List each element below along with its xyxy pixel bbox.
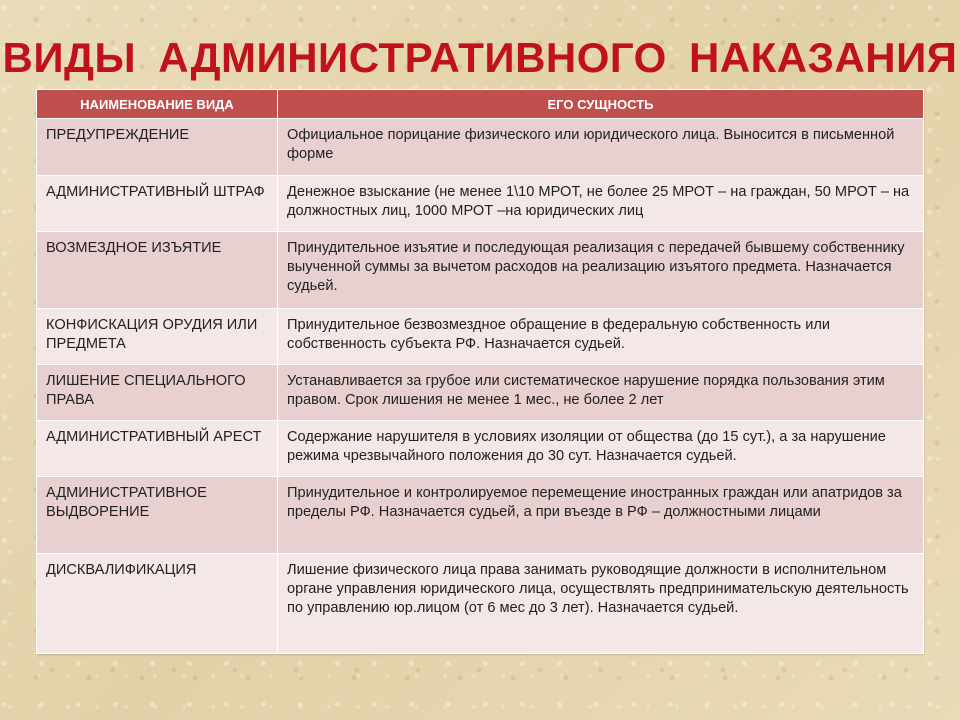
penalty-name: ВОЗМЕЗДНОЕ ИЗЪЯТИЕ — [37, 232, 278, 309]
table-row — [37, 421, 924, 477]
penalty-name: ДИСКВАЛИФИКАЦИЯ — [37, 554, 278, 654]
penalty-name: АДМИНИСТРАТИВНОЕ ВЫДВОРЕНИЕ — [37, 477, 278, 554]
penalty-essence: Устанавливается за грубое или систематическое нарушение порядка пользования этим правом. Срок лишения не менее 1 мес., не более 2 лет — [278, 365, 924, 421]
header-essence: ЕГО СУЩНОСТЬ — [278, 90, 924, 119]
penalty-essence: Официальное порицание физического или юридического лица. Выносится в письменной форме — [278, 119, 924, 176]
penalty-essence: Денежное взыскание (не менее 1\10 МРОТ, не более 25 МРОТ – на граждан, 50 МРОТ – на должностных лиц, 1000 МРОТ –на юридических лиц — [278, 176, 924, 232]
penalty-name: АДМИНИСТРАТИВНЫЙ ШТРАФ — [37, 176, 278, 232]
table-row — [37, 554, 924, 654]
header-name: НАИМЕНОВАНИЕ ВИДА — [37, 90, 278, 119]
penalty-name: ЛИШЕНИЕ СПЕЦИАЛЬНОГО ПРАВА — [37, 365, 278, 421]
table-header-row — [37, 90, 924, 119]
table-row — [37, 176, 924, 232]
table-row — [37, 365, 924, 421]
penalties-table — [36, 89, 924, 654]
penalty-essence: Принудительное изъятие и последующая реализация с передачей бывшему собственнику выученной суммы за вычетом расходов на реализацию изъятого предмета. Назначается судьей. — [278, 232, 924, 309]
slide-title: ВИДЫ АДМИНИСТРАТИВНОГО НАКАЗАНИЯ — [2, 34, 958, 81]
penalty-essence: Содержание нарушителя в условиях изоляции от общества (до 15 сут.), а за нарушение режима чрезвычайного положения до 30 сут. Назначается судьей. — [278, 421, 924, 477]
penalties-table-container — [36, 89, 923, 654]
penalty-name: КОНФИСКАЦИЯ ОРУДИЯ ИЛИ ПРЕДМЕТА — [37, 309, 278, 365]
table-row — [37, 477, 924, 554]
penalty-name: АДМИНИСТРАТИВНЫЙ АРЕСТ — [37, 421, 278, 477]
penalty-essence: Лишение физического лица права занимать руководящие должности в исполнительном органе управления юридического лица, осуществлять предпринимательскую деятельность по управлению юр.лицом (от 6 мес до 3 лет). Назначается судьей. — [278, 554, 924, 654]
penalty-name: ПРЕДУПРЕЖДЕНИЕ — [37, 119, 278, 176]
table-row — [37, 119, 924, 176]
table-row — [37, 232, 924, 309]
table-row — [37, 309, 924, 365]
penalty-essence: Принудительное и контролируемое перемещение иностранных граждан или апатридов за пределы РФ. Назначается судьей, а при въезде в РФ – должностными лицами — [278, 477, 924, 554]
penalty-essence: Принудительное безвозмездное обращение в федеральную собственность или собственность субъекта РФ. Назначается судьей. — [278, 309, 924, 365]
